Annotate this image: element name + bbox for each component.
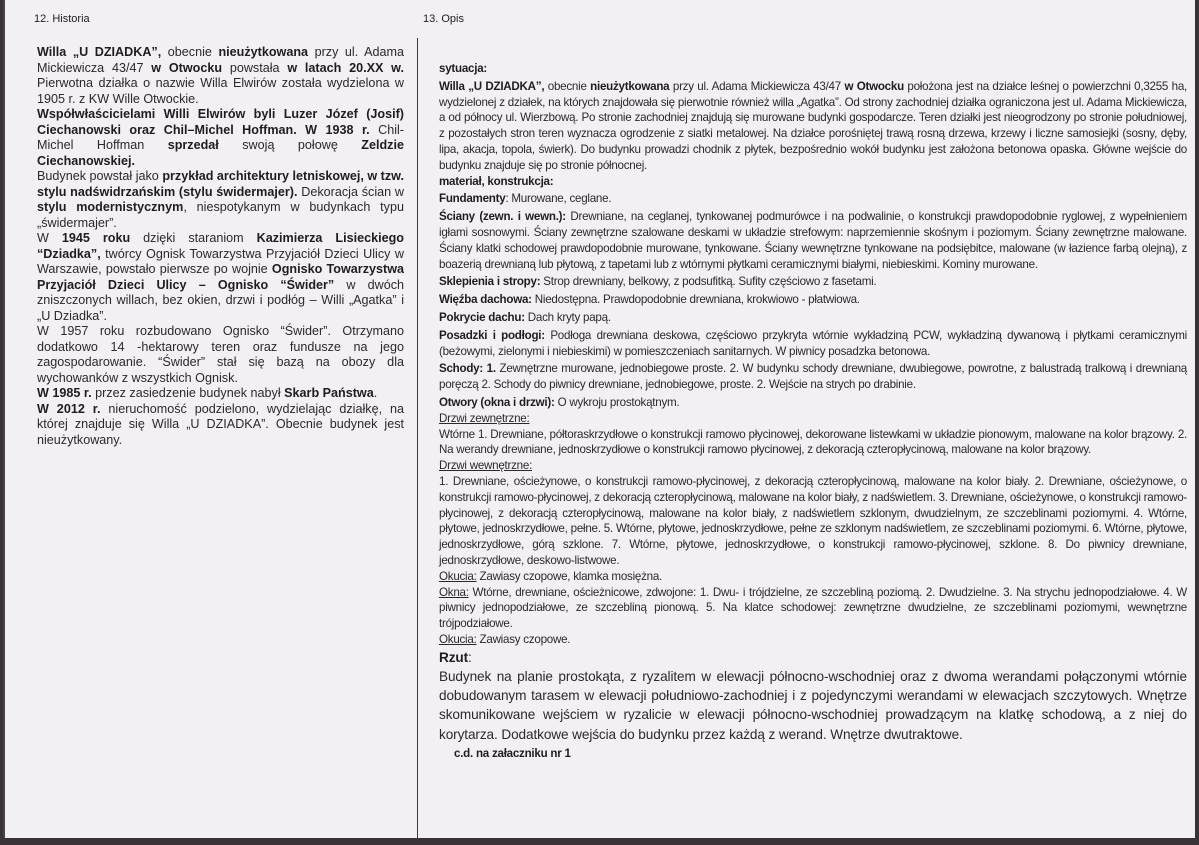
text-run: Budynek powstał jako [37,169,163,183]
paragraph [439,395,1187,411]
bold-text: Kazimierza Lisieckiego “Dziadka”, [37,231,404,261]
column-divider [417,38,418,838]
paragraph [37,386,404,402]
text-run: , niespotykanym w budynkach typu „świdermajer”. [37,200,404,230]
section-title-historia: 12. Historia [34,13,90,25]
bold-text: Pokrycie dachu: [439,310,525,324]
document-page [3,0,1195,838]
text-run: Budynek na planie prostokąta, z ryzalitem w elewacji północno-wschodniej oraz z dwoma werandami połączonymi wtórnie dobudowanym tarasem w elewacji południowo-zachodniej i z pojedynczymi werandami w elewacjach szczytowych. Wnętrze skomunikowane wejściem w ryzalicie w elewacji północno-wschodniej prowadzącym na klatkę schodową, a z niej do korytarza. Dodatkowe wejścia do budynku przez każdą z werand. Wnętrze dwutraktowe. [439,668,1187,742]
paragraph [37,402,404,449]
text-run: położona jest na działce leśnej o powierzchni 0,3255 ha, wydzielonej z działek, na których znajdowała się pierwotnie również willa „Agatka”. Od strony zachodniej działka ograniczona jest ul. Adama Mickiewicza, a od północy ul. Wierzbową. Po stronie zachodniej znajdują się murowane budynki gospodarcze. Teren działki jest nieogrodzony po stronie południowej, z pozostałych stron teren wyznacza ogrodzenie z siatki metalowej. Na działce porośniętej trawą rosną drzewa, krzewy i liczne samosiejki (sosny, dęby, lipa, akacja, topola, świerk). Do budynku prowadzi chodnik z płytek, bezpośrednio wokół budynku jest założona betonowa opaska. Główne wejście do budynku znajduje się po stronie północnej. [439,79,1187,172]
paragraph [439,191,1187,207]
paragraph [439,79,1187,174]
underlined-heading: Okna: [439,585,469,599]
text-run: Dach kryty papą. [524,310,611,324]
text-run: Podłoga drewniana deskowa, częściowo przykryta wtórnie wykładziną PCW, wykładziną dywanową i płytkami ceramicznymi (beżowymi, zielonymi i niebieskimi) w pomieszczeniach sanitarnych. W piwnicy posadzka betonowa. [439,328,1187,358]
text-run: dzięki staraniom [130,231,257,245]
historia-text [37,45,404,448]
bold-text: Posadzki i podłogi: [439,328,545,342]
text-run: Pierwotna działka o nazwie Willa Elwirów została wydzielona w 1905 r. z KW Wille Otwockie. [37,76,404,106]
text-run: 1. Drewniane, ościeżynowe, o konstrukcji ramowo-płycinowej, z dekoracją czteropłycinową, malowane na kolor biały. 2. Drewniane, ościeżynowe, o konstrukcji ramowo-płycinowej, z dekoracją czteropłycinową, malowane na kolor biały, z nadświetlem. 3. Drewniane, ościeżynowe, o konstrukcji ramowo-płycinowej, z dekoracją czteropłycinową, malowane na kolor biały, z nadświetlem szklonym, dwudzielnym, ze szczeblinami poziomymi. 4. Wtórne, płytowe, jednoskrzydłowe, pełne. 5. Wtórne, płytowe, jednoskrzydłowe, pełne ze szklonym nadświetlem, ze szczeblinami poziomymi. 6. Wtórne, płytowe, jednoskrzydłowe, górą szklone. 7. Wtórne, płytowe, jednoskrzydłowe, o konstrukcji ramowo-płycinowej, szklone. 8. Do piwnicy drewniane, jednoskrzydłowe, deskowo-listwowe. [439,474,1187,567]
paragraph [439,174,1187,190]
bold-text: materiał, konstrukcja: [439,174,554,188]
bold-text: Schody: 1. [439,362,496,376]
bold-text: 1945 roku [61,231,131,245]
text-run: Dekoracja ścian w [297,184,404,199]
bold-text: Fundamenty [439,192,506,206]
bold-text: W 1985 r. [37,386,92,400]
text-run: Wtórne, drewniane, ościeżnicowe, zdwojone: 1. Dwu- i trójdzielne, ze szczebliną poziomą. 2. Dwudzielne. 3. Na strychu jednopodziałowe. 4. W piwnicy jednopodziałowe, ze szczebliną pionową. 5. Na klatce schodowej: zewnętrzne dwudzielne, ze szczeblinami poziomymi, wewnętrzne trójpodziałowe. [439,585,1187,631]
bold-text: nieużytkowana [218,45,309,59]
paragraph [439,427,1187,459]
paragraph [439,61,1187,77]
bold-text: sytuacja: [439,62,488,75]
text-run: Drewniane, na ceglanej, tynkowanej podmurówce i na podwalinie, o konstrukcji prawdopodobnie ryglowej, z wypełnieniem igłami sosnowymi. Ściany zewnętrzne szalowane deskami w układzie strefowym: naprzemiennie skośnym i poziomym. Ściany zewnętrzne malowane. Ściany klatki schodowej prawdopodobnie murowane, tynkowane. Ściany wewnętrzne tynkowane na podsiębitce, malowane (w łazience farbą olejną), z boazerią drewnianą lub płytową, z tapetami lub z wtórnymi płytkami ceramicznymi białymi, niebieskimi. Kominy murowane. [439,210,1187,271]
text-run: Zewnętrzne murowane, jednobiegowe proste. 2. W budynku schody drewniane, dwubiegowe, powrotne, z balustradą tralkową i drewnianą poręczą 2. Schody do piwnicy drewniane, jednobiegowe, proste. 2. Wejście na strych po drabinie. [439,362,1187,392]
paragraph [439,411,1187,427]
text-run: powstała [222,60,288,75]
text-run: przy ul. Adama Mickiewicza 43/47 [669,79,845,93]
paragraph [37,169,404,231]
text-run: przez zasiedzenie budynek nabył [91,386,285,400]
text-run: obecnie [544,79,591,93]
text-run: O wykroju prostokątnym. [554,395,680,409]
bold-text: Willa „U DZIADKA”, [37,45,162,59]
underlined-heading: Drzwi wewnętrzne: [439,459,533,473]
bold-text: przykład architektury letniskowej, w tzw. stylu nadświdrzańskim (stylu świdermajer). [37,169,404,199]
text-run: obecnie [161,45,219,59]
paragraph [439,209,1187,272]
text-run: Strop drewniany, belkowy, z podsufitką. Sufity częściowo z fasetami. [540,275,877,289]
bold-text: c.d. na załaczniku nr 1 [454,746,571,760]
paragraph [439,361,1187,393]
bold-text: Współwłaścicielami Willi Elwirów byli Luzer Józef (Josif) Ciechanowski oraz Chil–Michel Hoffman. W 1938 r. [37,107,404,137]
bold-text: Zeldzie Ciechanowskiej. [37,138,404,168]
bold-text: stylu modernistycznym [37,200,184,214]
bold-text: Sklepienia i stropy: [439,275,541,289]
opis-text [439,59,1187,762]
section-title-opis: 13. Opis [423,13,464,25]
paragraph [439,458,1187,474]
bold-text: Ściany (zewn. i wewn.): [439,210,566,224]
paragraph [37,231,404,324]
paragraph [439,569,1187,585]
text-run: Chil-Michel Hoffman [37,122,404,152]
bold-text: w latach 20.XX w. [287,60,404,75]
text-run: Zawiasy czopowe. [476,632,571,646]
paragraph [439,585,1187,632]
bold-text: w Otwocku [151,60,223,75]
paragraph [439,292,1187,308]
paragraph [439,310,1187,326]
bold-text: Willa „U DZIADKA”, [439,79,545,93]
text-run: W [37,231,62,245]
paragraph [439,746,1187,762]
text-run: w dwóch zniszczonych willach, bez okien, drzwi i podłóg – Willi „Agatka” i „U Dziadka”. [37,277,404,323]
text-run: : Murowane, ceglane. [505,192,612,206]
paragraph [37,324,404,386]
text-run: swoją połowę [218,138,362,152]
underlined-heading: Okucia: [439,569,477,583]
text-run: . [373,386,378,400]
paragraph [439,667,1187,744]
text-run: twórcy Ognisk Towarzystwa Przyjaciół Dzieci Ulicy w Warszawie, powstało pierwsze po wojnie [37,246,404,276]
text-run: : [468,649,472,665]
bold-text: w Otwocku [844,79,904,93]
underlined-heading: Drzwi zewnętrzne: [439,411,530,425]
paragraph [37,107,404,169]
bold-text: Rzut [439,649,469,665]
bold-text: Skarb Państwa [284,386,374,400]
paragraph [37,45,404,107]
underlined-heading: Okucia: [439,632,477,646]
bold-text: Ognisko Towarzystwa Przyjaciół Dzieci Ulicy – Ognisko “Świder” [37,262,404,292]
bold-text: W 2012 r. [37,401,101,416]
paragraph [439,474,1187,569]
text-run: nieruchomość podzielono, wydzielając działkę, na której znajduje się Willa „U DZIADKA”. Obecnie budynek jest nieużytkowany. [37,401,405,447]
paragraph [439,648,1187,667]
bold-text: sprzedał [167,138,219,152]
text-run: Zawiasy czopowe, klamka mosiężna. [476,569,663,583]
paragraph [439,274,1187,290]
text-run: przy ul. Adama Mickiewicza 43/47 [37,45,404,75]
text-run: Niedostępna. Prawdopodobnie drewniana, krokwiowo - płatwiowa. [531,293,860,307]
text-run: Wtórne 1. Drewniane, półtoraskrzydłowe o konstrukcji ramowo płycinowej, dekorowane listewkami w układzie pionowym, malowane na kolor brązowy. 2. Na werandy drewniane, jednoskrzydłowe o konstrukcji ramowo płycinowej, z dekoracją czteropłycinową, malowane na kolor brązowy. [439,427,1187,457]
bold-text: Otwory (okna i drzwi): [439,395,555,409]
text-run: W 1957 roku rozbudowano Ognisko “Świder”. Otrzymano dodatkowo 14 -hektarowy teren oraz fundusze na jego zagospodarowanie. “Świder” stał się bazą na obozy dla wychowanków z wszystkich Ognisk. [37,324,404,385]
paragraph [439,632,1187,648]
bold-text: Więźba dachowa: [439,293,532,307]
paragraph [439,328,1187,360]
bold-text: nieużytkowana [590,79,670,93]
